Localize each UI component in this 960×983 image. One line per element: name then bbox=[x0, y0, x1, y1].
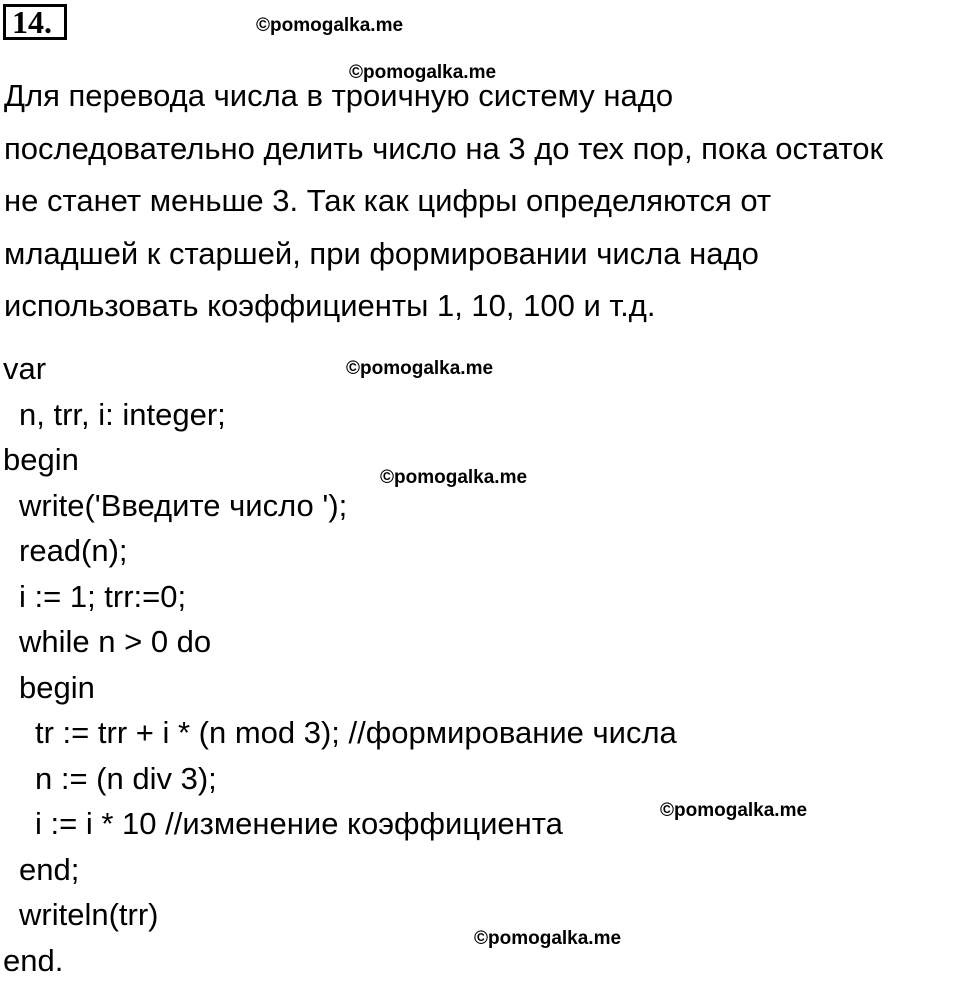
watermark: ©pomogalka.me bbox=[660, 800, 807, 822]
code-line: begin bbox=[3, 437, 677, 483]
code-line: end. bbox=[3, 938, 677, 983]
explanation-paragraph bbox=[4, 70, 960, 333]
code-line: tr := trr + i * (n mod 3); //формирование числа bbox=[3, 710, 677, 756]
watermark: ©pomogalka.me bbox=[256, 15, 403, 37]
code-line: end; bbox=[3, 847, 677, 893]
task-number: 14. bbox=[3, 4, 67, 40]
explanation-line: младшей к старшей, при формировании числа надо bbox=[4, 228, 960, 281]
watermark: ©pomogalka.me bbox=[380, 467, 527, 489]
code-listing bbox=[3, 346, 677, 983]
explanation-line: не станет меньше 3. Так как цифры определяются от bbox=[4, 175, 960, 228]
code-line: var bbox=[3, 346, 677, 392]
code-line: write('Введите число '); bbox=[3, 483, 677, 529]
watermark: ©pomogalka.me bbox=[349, 62, 496, 84]
explanation-line: последовательно делить число на 3 до тех пор, пока остаток bbox=[4, 123, 960, 176]
code-line: read(n); bbox=[3, 528, 677, 574]
explanation-line: Для перевода числа в троичную систему надо bbox=[4, 70, 960, 123]
code-line: n := (n div 3); bbox=[3, 756, 677, 802]
watermark: ©pomogalka.me bbox=[474, 928, 621, 950]
code-line: writeln(trr) bbox=[3, 892, 677, 938]
code-line: n, trr, i: integer; bbox=[3, 392, 677, 438]
code-line: i := i * 10 //изменение коэффициента bbox=[3, 801, 677, 847]
explanation-line: использовать коэффициенты 1, 10, 100 и т.д. bbox=[4, 280, 960, 333]
watermark: ©pomogalka.me bbox=[346, 358, 493, 380]
code-line: while n > 0 do bbox=[3, 619, 677, 665]
code-line: i := 1; trr:=0; bbox=[3, 574, 677, 620]
code-line: begin bbox=[3, 665, 677, 711]
